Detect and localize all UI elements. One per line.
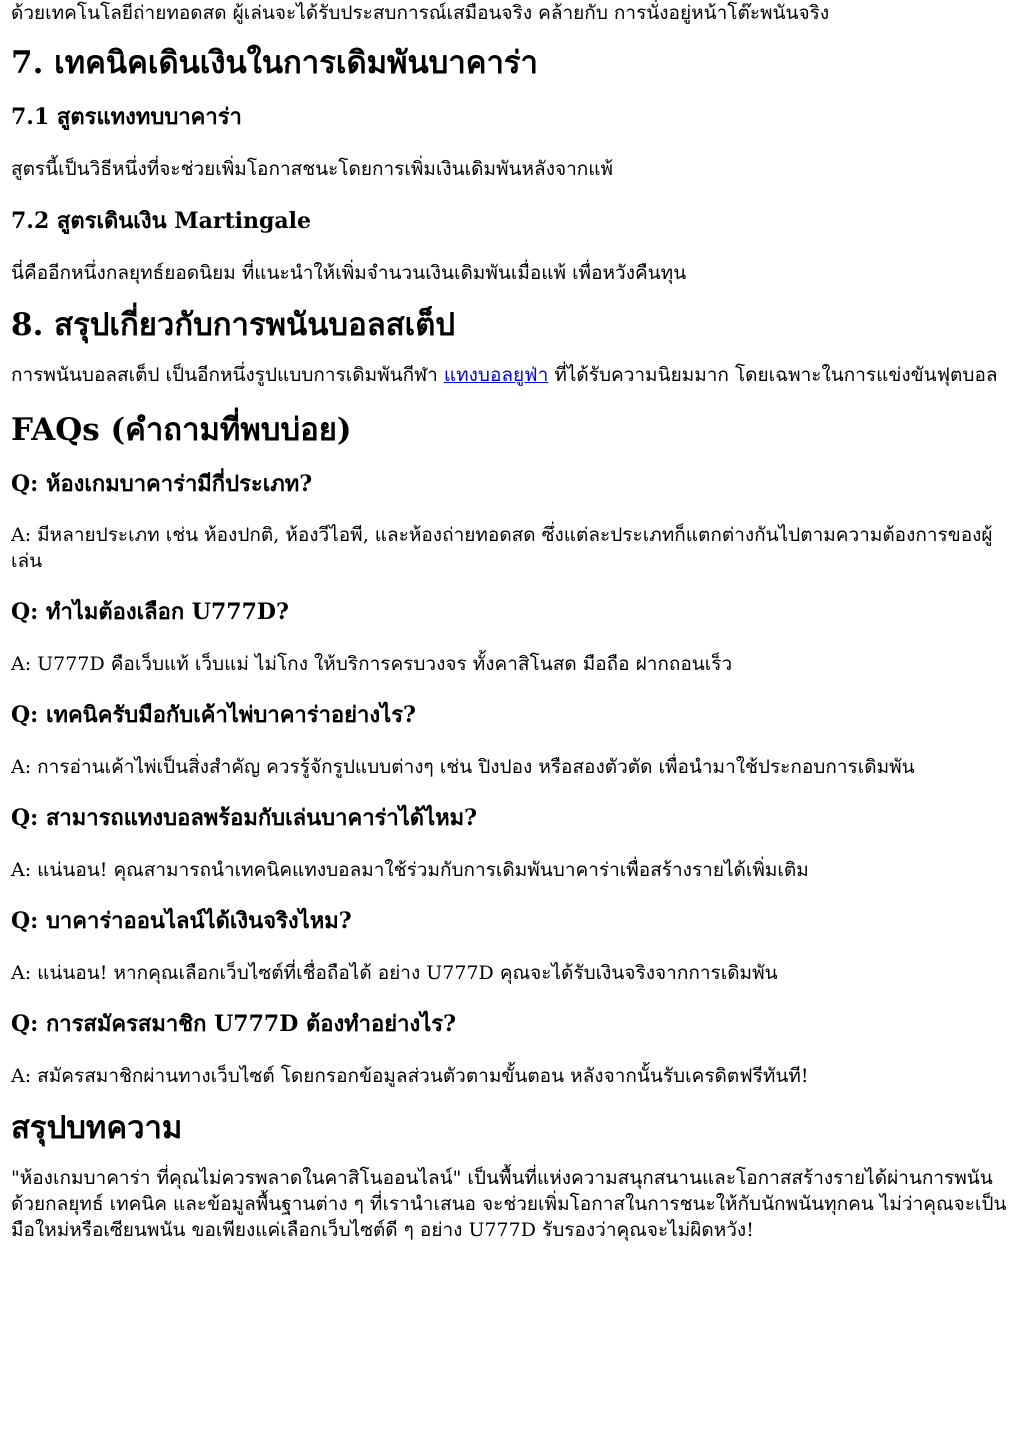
section-8-text-before: การพนันบอลสเต็ป เป็นอีกหนึ่งรูปแบบการเดิมพันกีฬา: [11, 364, 444, 386]
faqs-heading: FAQs (คำถามที่พบบ่อย): [11, 412, 352, 448]
faq-question: Q: บาคาร่าออนไลน์ได้เงินจริงไหม?: [11, 908, 352, 934]
faq-answer: A: แน่นอน! หากคุณเลือกเว็บไซต์ที่เชื่อถือได้ อย่าง U777D คุณจะได้รับเงินจริงจากการเดิมพัน: [11, 962, 778, 984]
summary-paragraph: "ห้องเกมบาคาร่า ที่คุณไม่ควรพลาดในคาสิโนออนไลน์" เป็นพื้นที่แห่งความสนุกสนานและโอกาสสร้างรายได้ผ่านการพนันด้วยกลยุทธ์ เทคนิค และข้อมูลพื้นฐานต่าง ๆ ที่เรานำเสนอ จะช่วยเพิ่มโอกาสในการชนะให้กับนักพนันทุกคน ไม่ว่าคุณจะเป็นมือใหม่หรือเซียนพนัน ขอเพียงแค่เลือกเว็บไซต์ดี ๆ อย่าง U777D รับรองว่าคุณจะไม่ผิดหวัง!: [11, 1167, 1007, 1241]
faq-question: Q: ทำไมต้องเลือก U777D?: [11, 599, 289, 625]
section-7-1-paragraph: สูตรนี้เป็นวิธีหนึ่งที่จะช่วยเพิ่มโอกาสชนะโดยการเพิ่มเงินเดิมพันหลังจากแพ้: [11, 158, 614, 180]
faq-answer: A: U777D คือเว็บแท้ เว็บแม่ ไม่โกง ให้บริการครบวงจร ทั้งคาสิโนสด มือถือ ฝากถอนเร็ว: [11, 653, 733, 675]
faq-answer: A: การอ่านเค้าไพ่เป็นสิ่งสำคัญ ควรรู้จักรูปแบบต่างๆ เช่น ปิงปอง หรือสองตัวตัด เพื่อนำมาใช้ประกอบการเดิมพัน: [11, 756, 915, 778]
faq-question: Q: สามารถแทงบอลพร้อมกับเล่นบาคาร่าได้ไหม?: [11, 805, 478, 831]
faq-question: Q: ห้องเกมบาคาร่ามีกี่ประเภท?: [11, 471, 313, 497]
section-7-2-paragraph: นี่คืออีกหนึ่งกลยุทธ์ยอดนิยม ที่แนะนำให้เพิ่มจำนวนเงินเดิมพันเมื่อแพ้ เพื่อหวังคืนทุน: [11, 262, 687, 284]
section-7-2-heading: 7.2 สูตรเดินเงิน Martingale: [11, 208, 311, 234]
section-8-heading: 8. สรุปเกี่ยวกับการพนันบอลสเต็ป: [11, 307, 456, 343]
faq-question: Q: การสมัครสมาชิก U777D ต้องทำอย่างไร?: [11, 1011, 457, 1037]
faq-question: Q: เทคนิครับมือกับเค้าไพ่บาคาร่าอย่างไร?: [11, 702, 416, 728]
faq-answer: A: มีหลายประเภท เช่น ห้องปกติ, ห้องวีไอพี, และห้องถ่ายทอดสด ซึ่งแต่ละประเภทก็แตกต่างกันไปตามความต้องการของผู้เล่น: [11, 524, 993, 572]
section-8-text-after: ที่ได้รับความนิยมมาก โดยเฉพาะในการแข่งขันฟุตบอล: [548, 364, 998, 386]
intro-tail-paragraph: ด้วยเทคโนโลยีถ่ายทอดสด ผู้เล่นจะได้รับประสบการณ์เสมือนจริง คล้ายกับ การนั่งอยู่หน้าโต๊ะพนันจริง: [11, 2, 830, 24]
ufa-football-link[interactable]: แทงบอลยูฟ่า: [443, 364, 549, 386]
section-7-heading: 7. เทคนิคเดินเงินในการเดิมพันบาคาร่า: [11, 45, 538, 81]
summary-heading: สรุปบทความ: [11, 1110, 183, 1146]
section-8-paragraph: [11, 362, 1012, 388]
faq-answer: A: สมัครสมาชิกผ่านทางเว็บไซต์ โดยกรอกข้อมูลส่วนตัวตามขั้นตอน หลังจากนั้นรับเครดิตฟรีทันที!: [11, 1065, 809, 1087]
section-7-1-heading: 7.1 สูตรแทงทบบาคาร่า: [11, 104, 242, 130]
faq-answer: A: แน่นอน! คุณสามารถนำเทคนิคแทงบอลมาใช้ร่วมกับการเดิมพันบาคาร่าเพื่อสร้างรายได้เพิ่มเติม: [11, 859, 809, 881]
